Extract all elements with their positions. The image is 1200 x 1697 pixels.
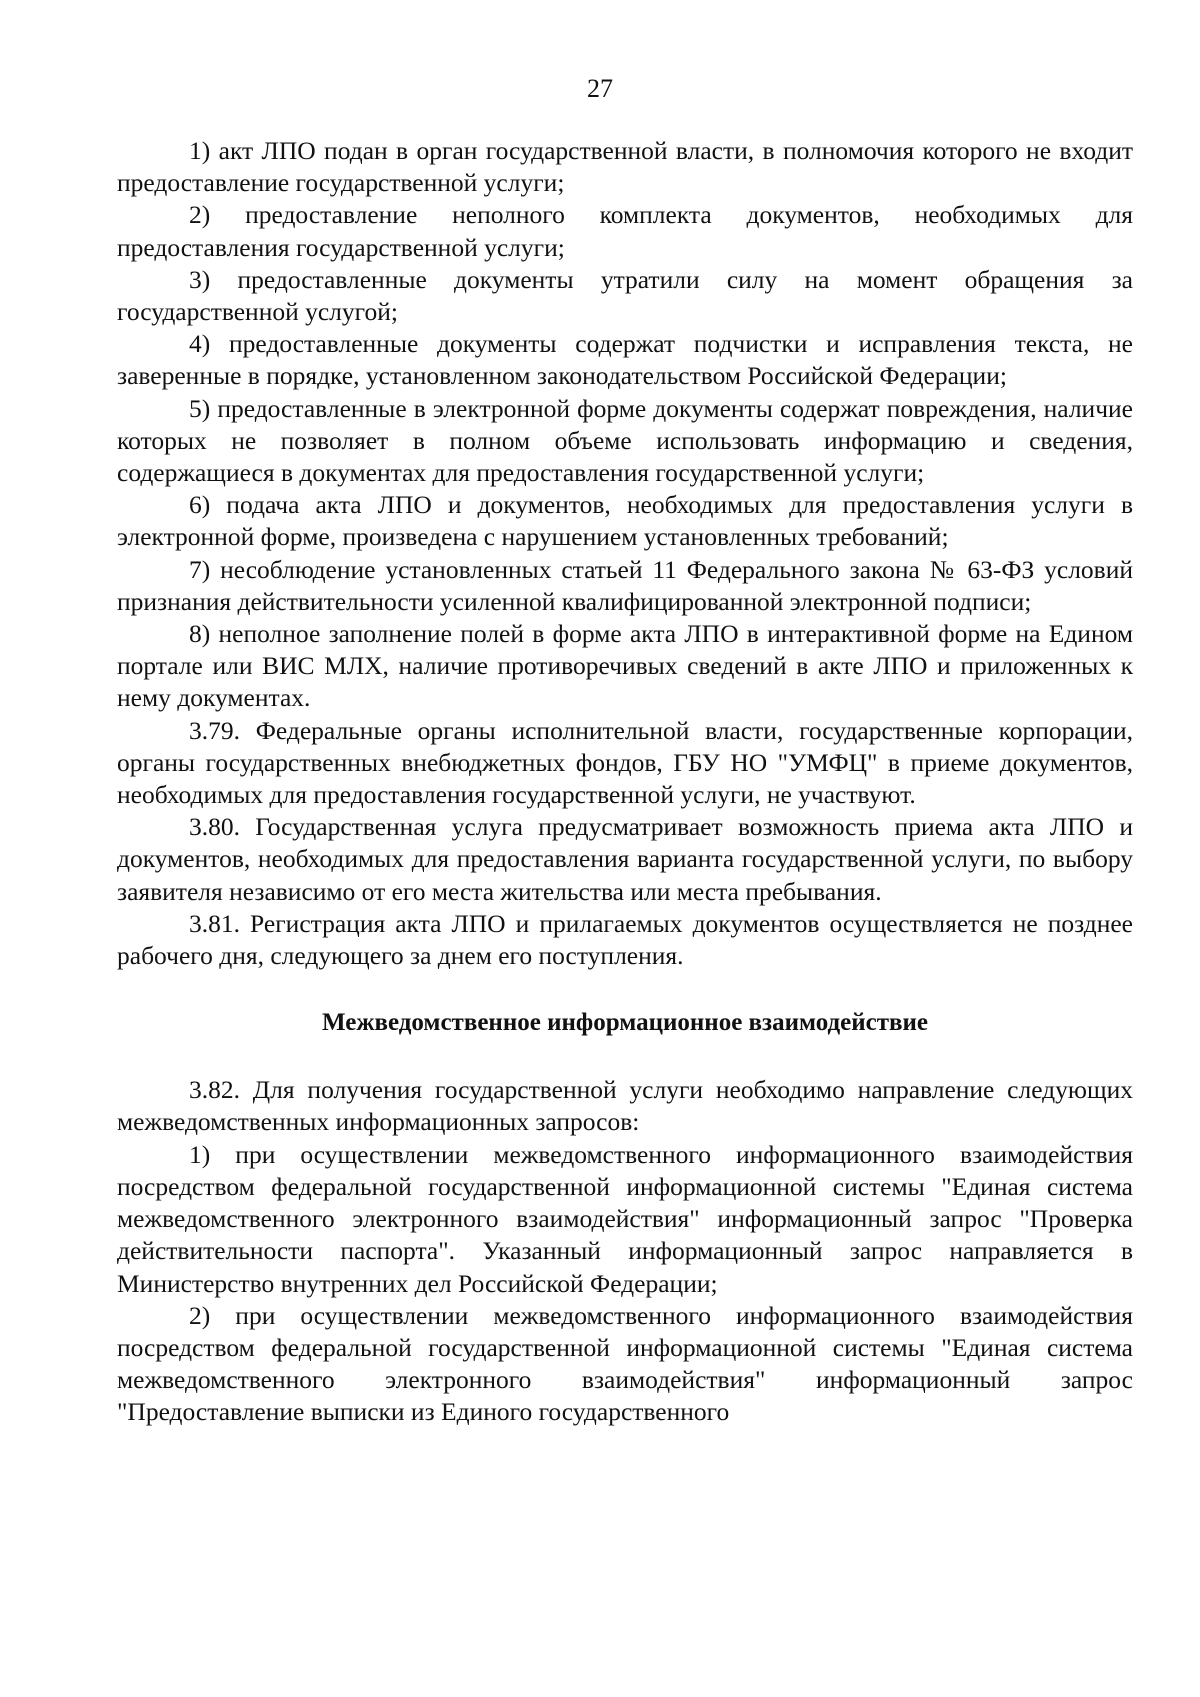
list-item-2: 2) предоставление неполного комплекта документов, необходимых для предоставления государственной услуги; [117, 200, 1133, 262]
list-item-1: 1) акт ЛПО подан в орган государственной власти, в полномочия которого не входит предоставление государственной услуги; [117, 136, 1133, 198]
clause-3-80: 3.80. Государственная услуга предусматривает возможность приема акта ЛПО и документов, необходимых для предоставления варианта государственной услуги, по выбору заявителя независимо от его места жительства или места пребывания. [117, 812, 1133, 906]
list-item-7: 7) несоблюдение установленных статьей 11 Федерального закона № 63-ФЗ условий признания действительности усиленной квалифицированной электронной подписи; [117, 554, 1133, 616]
clause-3-79: 3.79. Федеральные органы исполнительной власти, государственные корпорации, органы государственных внебюджетных фондов, ГБУ НО "УМФЦ" в приеме документов, необходимых для предоставления государственной услуги, не участвуют. [117, 715, 1133, 810]
request-item-2: 2) при осуществлении межведомственного информационного взаимодействия посредством федеральной государственной информационной системы "Единая система межведомственного электронного взаимодействия" информационный запрос "Предоставление выписки из Единого государственного [117, 1300, 1133, 1427]
list-item-4: 4) предоставленные документы содержат подчистки и исправления текста, не заверенные в порядке, установленном законодательством Российской Федерации; [117, 329, 1133, 391]
list-item-3: 3) предоставленные документы утратили силу на момент обращения за государственной услугой; [117, 264, 1133, 327]
clause-3-81: 3.81. Регистрация акта ЛПО и прилагаемых документов осуществляется не позднее рабочего дня, следующего за днем его поступления. [117, 908, 1133, 971]
request-item-1: 1) при осуществлении межведомственного информационного взаимодействия посредством федеральной государственной информационной системы "Единая система межведомственного электронного взаимодействия" информационный запрос "Проверка действительности паспорта". Указанный информационный запрос направляется в Министерство внутренних дел Российской Федерации; [117, 1139, 1133, 1298]
list-item-5: 5) предоставленные в электронной форме документы содержат повреждения, наличие которых не позволяет в полном объеме использовать информацию и сведения, содержащиеся в документах для предоставления государственной услуги; [117, 393, 1133, 488]
document-body [117, 135, 1133, 1429]
clause-3-82: 3.82. Для получения государственной услуги необходимо направление следующих межведомственных информационных запросов: [117, 1075, 1133, 1137]
page-number: 27 [587, 74, 613, 103]
section-heading: Межведомственное информационное взаимодействие [322, 1009, 928, 1037]
list-item-8: 8) неполное заполнение полей в форме акта ЛПО в интерактивной форме на Едином портале или ВИС МЛХ, наличие противоречивых сведений в акте ЛПО и приложенных к нему документах. [117, 619, 1133, 713]
list-item-6: 6) подача акта ЛПО и документов, необходимых для предоставления услуги в электронной форме, произведена с нарушением установленных требований; [117, 490, 1133, 552]
